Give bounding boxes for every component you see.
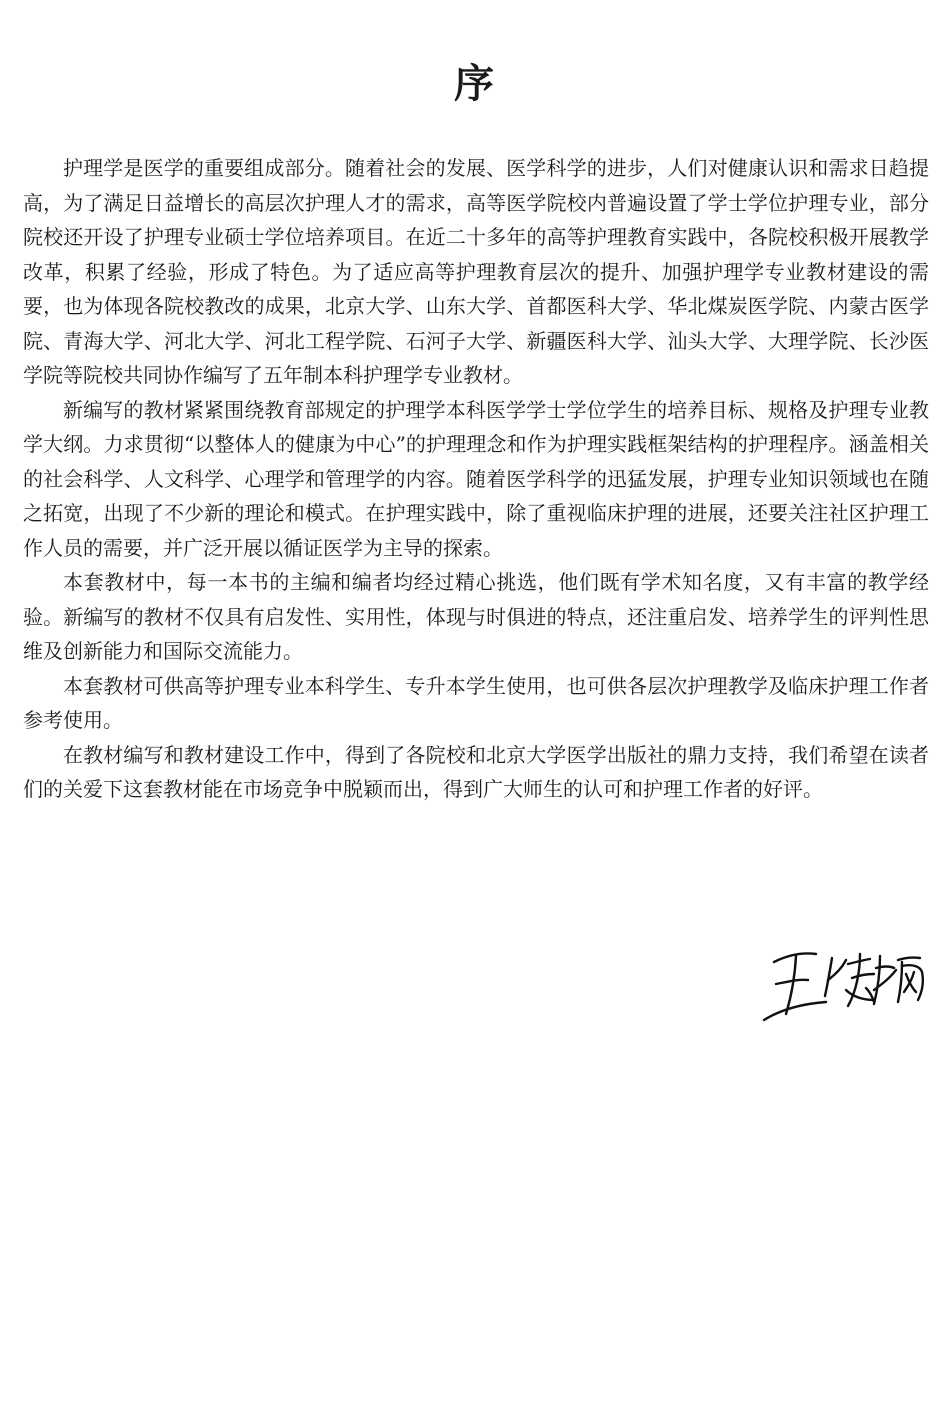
paragraph: 本套教材中，每一本书的主编和编者均经过精心挑选，他们既有学术知名度，又有丰富的教学经验。新编写的教材不仅具有启发性、实用性，体现与时俱进的特点，还注重启发、培养学生的评判性思维及创新能力和国际交流能力。 [23, 570, 929, 663]
page-title: 序 [454, 60, 496, 107]
paragraph: 在教材编写和教材建设工作中，得到了各院校和北京大学医学出版社的鼎力支持，我们希望在读者们的关爱下这套教材能在市场竞争中脱颖而出，得到广大师生的认可和护理工作者的好评。 [23, 742, 929, 801]
paragraph: 护理学是医学的重要组成部分。随着社会的发展、医学科学的进步，人们对健康认识和需求日趋提高，为了满足日益增长的高层次护理人才的需求，高等医学院校内普遍设置了学士学位护理专业，部分院校还开设了护理专业硕士学位培养项目。在近二十多年的高等护理教育实践中，各院校积极开展教学改革，积累了经验，形成了特色。为了适应高等护理教育层次的提升、加强护理学专业教材建设的需要，也为体现各院校教改的成果，北京大学、山东大学、首都医科大学、华北煤炭医学院、内蒙古医学院、青海大学、河北大学、河北工程学院、石河子大学、新疆医科大学、汕头大学、大理学院、长沙医学院等院校共同协作编写了五年制本科护理学专业教材。 [23, 156, 929, 387]
signature-drawing [756, 944, 934, 1028]
preface-body [23, 151, 929, 807]
handwritten-signature [756, 944, 934, 1028]
paragraph: 本套教材可供高等护理专业本科学生、专升本学生使用，也可供各层次护理教学及临床护理工作者参考使用。 [23, 673, 929, 732]
paragraph: 新编写的教材紧紧围绕教育部规定的护理学本科医学学士学位学生的培养目标、规格及护理专业教学大纲。力求贯彻“以整体人的健康为中心”的护理理念和作为护理实践框架结构的护理程序。涵盖相关的社会科学、人文科学、心理学和管理学的内容。随着医学科学的迅猛发展，护理专业知识领域也在随之拓宽，出现了不少新的理论和模式。在护理实践中，除了重视临床护理的进展，还要关注社区护理工作人员的需要，并广泛开展以循证医学为主导的探索。 [23, 397, 929, 560]
